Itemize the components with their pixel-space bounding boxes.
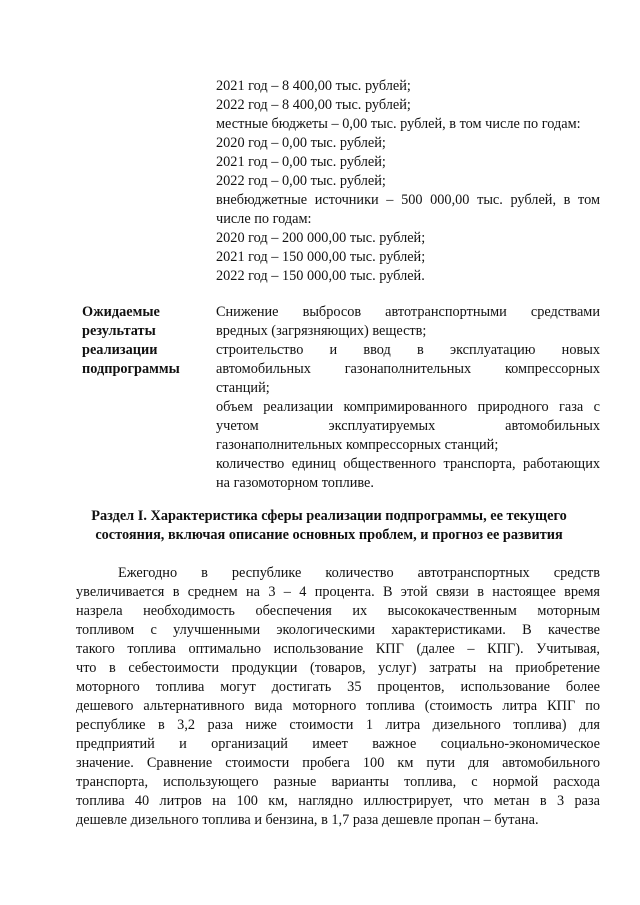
paragraph-line: что в себестоимости продукции (товаров, услуг) затраты на приобретение <box>76 660 600 676</box>
expected-results-value-line: вредных (загрязняющих) веществ; <box>216 323 427 339</box>
paragraph-line: Ежегодно в республике количество автотранспортных средств <box>118 565 600 581</box>
funding-line: внебюджетные источники – 500 000,00 тыс. рублей, в том <box>216 192 600 208</box>
expected-results-label-line: реализации <box>82 342 158 358</box>
paragraph-line: значение. Сравнение стоимости пробега 100 км пути для автомобильного <box>76 755 600 771</box>
expected-results-label-line: Ожидаемые <box>82 304 160 320</box>
paragraph-line: республике в 3,2 раза ниже стоимости 1 литра дизельного топлива) для <box>76 717 600 733</box>
funding-line: 2020 год – 200 000,00 тыс. рублей; <box>216 230 426 246</box>
funding-line: 2022 год – 150 000,00 тыс. рублей. <box>216 268 425 284</box>
section-heading-line: Раздел I. Характеристика сферы реализации подпрограммы, ее текущего <box>91 508 567 524</box>
funding-line: 2020 год – 0,00 тыс. рублей; <box>216 135 386 151</box>
expected-results-value-line: на газомоторном топливе. <box>216 475 374 491</box>
expected-results-value-line: учетом эксплуатируемых автомобильных <box>216 418 600 434</box>
expected-results-value-line: газонаполнительных компрессорных станций; <box>216 437 499 453</box>
expected-results-label-line: подпрограммы <box>82 361 180 377</box>
expected-results-value-line: автомобильных газонаполнительных компрессорных <box>216 361 600 377</box>
paragraph-line: моторного топлива могут достигать 35 процентов, использование более <box>76 679 600 695</box>
paragraph-line: дешевле дизельного топлива и бензина, в 1,7 раза дешевле пропан – бутана. <box>76 812 539 828</box>
expected-results-value-line: станций; <box>216 380 270 396</box>
funding-line: 2021 год – 150 000,00 тыс. рублей; <box>216 249 426 265</box>
paragraph-line: транспорта, использующего разные варианты топлива, с нормой расхода <box>76 774 600 790</box>
expected-results-value-line: количество единиц общественного транспорта, работающих <box>216 456 600 472</box>
funding-line: числе по годам: <box>216 211 312 227</box>
paragraph-line: такого топлива оптимально использование КПГ (далее – КПГ). Учитывая, <box>76 641 600 657</box>
expected-results-value-line: объем реализации компримированного природного газа с <box>216 399 600 415</box>
expected-results-value-line: Снижение выбросов автотранспортными средствами <box>216 304 600 320</box>
paragraph-line: топливом с улучшенными экологическими характеристиками. В качестве <box>76 622 600 638</box>
expected-results-value-line: строительство и ввод в эксплуатацию новых <box>216 342 600 358</box>
paragraph-line: топлива 40 литров на 100 км, наглядно иллюстрирует, что метан в 3 раза <box>76 793 600 809</box>
funding-line: 2022 год – 0,00 тыс. рублей; <box>216 173 386 189</box>
paragraph-line: предприятий и организаций имеет важное социально-экономическое <box>76 736 600 752</box>
paragraph-line: увеличивается в среднем на 3 – 4 процента. В этой связи в настоящее время <box>76 584 600 600</box>
funding-line: местные бюджеты – 0,00 тыс. рублей, в том числе по годам: <box>216 116 581 132</box>
paragraph-line: дешевого альтернативного вида моторного топлива (стоимость литра КПГ по <box>76 698 600 714</box>
section-heading-line: состояния, включая описание основных проблем, и прогноз ее развития <box>95 527 563 543</box>
funding-line: 2022 год – 8 400,00 тыс. рублей; <box>216 97 411 113</box>
funding-line: 2021 год – 0,00 тыс. рублей; <box>216 154 386 170</box>
funding-line: 2021 год – 8 400,00 тыс. рублей; <box>216 78 411 94</box>
expected-results-label-line: результаты <box>82 323 156 339</box>
paragraph-line: назрела необходимость обеспечения их высококачественным моторным <box>76 603 600 619</box>
